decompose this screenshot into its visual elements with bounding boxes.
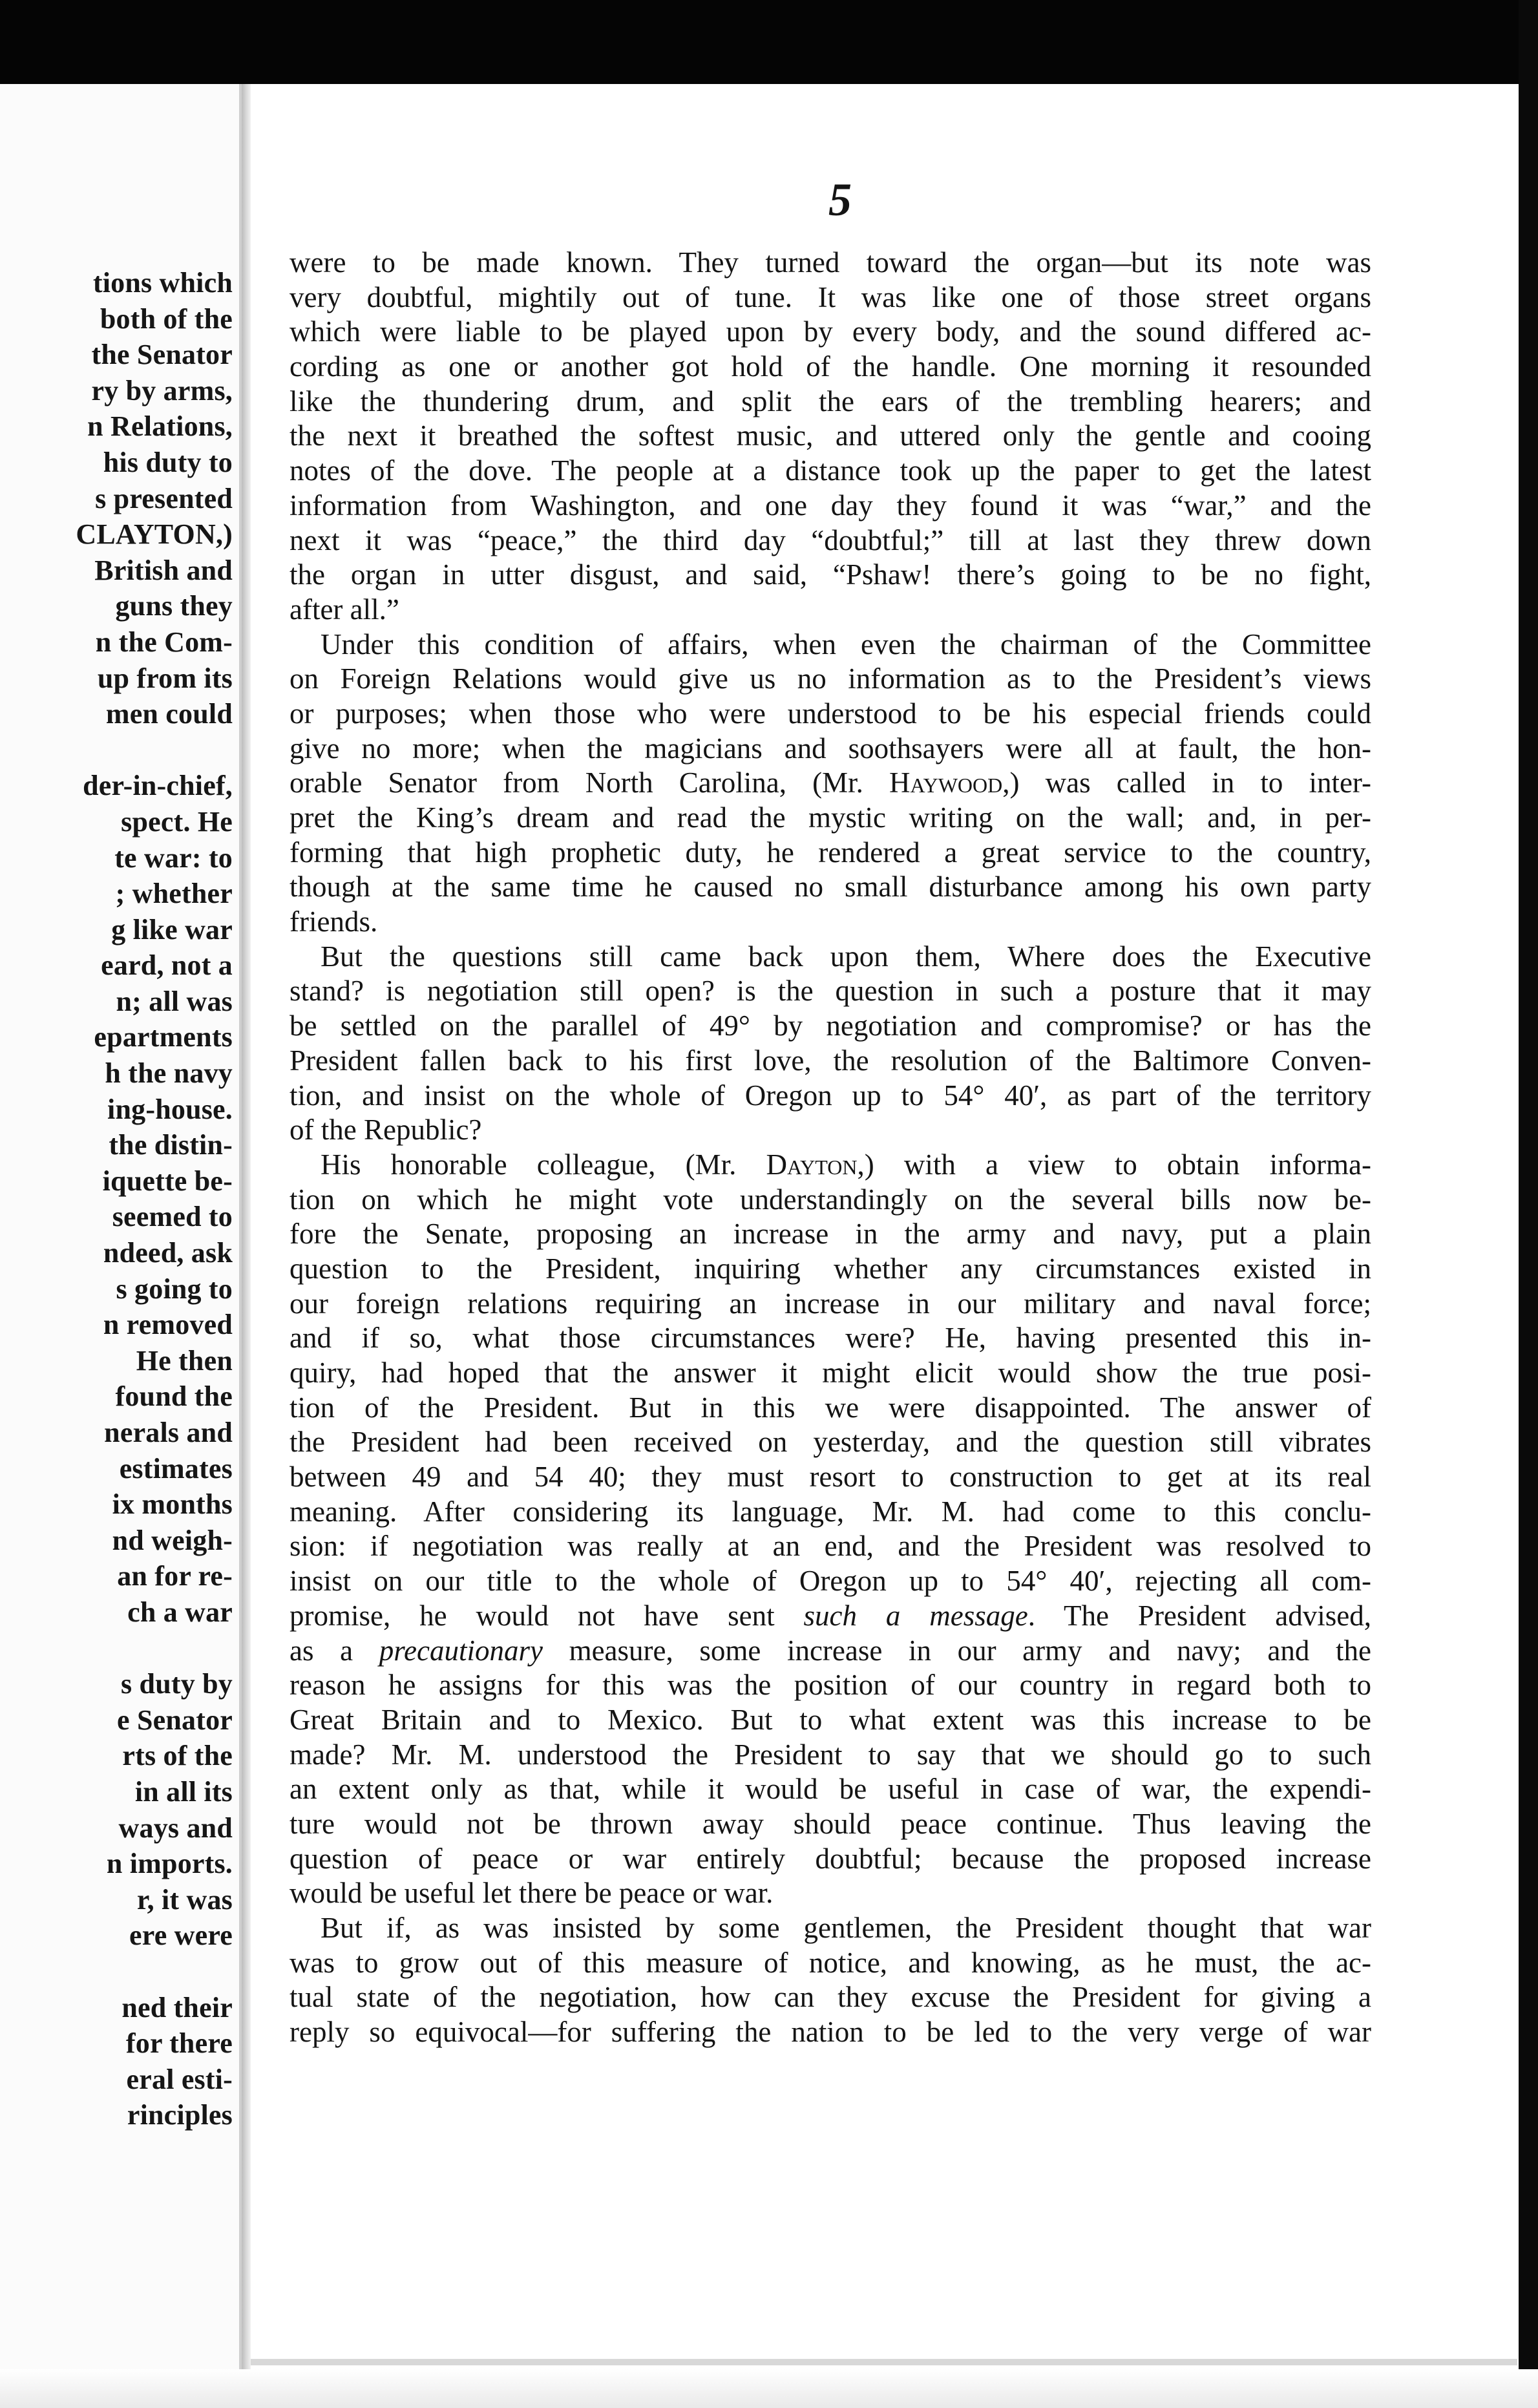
text-line: tion on which he might vote understandingly on the several bills now be-	[290, 1183, 1371, 1216]
facing-page-line: estimates	[119, 1452, 233, 1484]
facing-page-line: eral esti-	[126, 2063, 233, 2095]
text-line: next it was “peace,” the third day “doubtful;” till at last they threw down	[290, 523, 1371, 556]
text-line: fore the Senate, proposing an increase in the army and navy, put a plain	[290, 1218, 1371, 1251]
text-line	[290, 1634, 1371, 1669]
italic-phrase: such a message	[803, 1599, 1028, 1632]
facing-page-line: nerals and	[104, 1417, 233, 1448]
facing-page-line: both of the	[100, 302, 233, 335]
scan-top-border	[0, 0, 1538, 84]
main-text-block	[290, 246, 1371, 2050]
facing-page-line: n Relations,	[87, 410, 233, 443]
text-line: made? Mr. M. understood the President to say that we should go to such	[290, 1738, 1371, 1771]
text-line: reply so equivocal—for suffering the nation to be led to the very verge of war	[290, 2016, 1371, 2049]
facing-page-line: in all its	[134, 1775, 233, 1808]
text-line: ture would not be thrown away should peace continue. Thus leaving the	[290, 1807, 1371, 1840]
facing-page-line: ix months	[112, 1488, 233, 1521]
text-line: the next it breathed the softest music, and uttered only the gentle and cooing	[290, 419, 1371, 452]
text-line: quiry, had hoped that the answer it might elicit would show the true posi-	[290, 1357, 1371, 1389]
text-line: question to the President, inquiring whether any circumstances existed in	[290, 1252, 1371, 1285]
facing-page-line: an for re-	[117, 1560, 233, 1592]
text-line: question of peace or war entirely doubtful; because the proposed increase	[290, 1842, 1371, 1875]
facing-page-line: e Senator	[117, 1704, 233, 1736]
text-line: tual state of the negotiation, how can they excuse the President for giving a	[290, 1981, 1371, 2014]
text-run: promise, he would not have sent	[290, 1599, 804, 1632]
text-line: give no more; when the magicians and soothsayers were all at fault, the hon-	[290, 732, 1371, 765]
text-run: as a	[290, 1634, 379, 1667]
facing-page-line: nd weigh-	[112, 1524, 233, 1556]
text-run: ,) with a view to obtain informa-	[857, 1148, 1371, 1181]
facing-page-line: s going to	[116, 1273, 233, 1305]
facing-page-line: n imports.	[106, 1848, 233, 1880]
text-line: information from Washington, and one day they found it was “war,” and the	[290, 489, 1371, 522]
facing-page-line: for there	[125, 2027, 233, 2060]
text-line: tion of the President. But in this we were disappointed. The answer of	[290, 1391, 1371, 1424]
facing-page-line: n the Com-	[95, 626, 233, 658]
facing-page-line: ned their	[121, 1991, 233, 2023]
facing-page-line: ; whether	[115, 878, 233, 910]
facing-page-line: epartments	[94, 1021, 233, 1053]
paragraph-start-line: But if, as was insisted by some gentlemen, the President thought that war	[321, 1912, 1371, 1944]
book-gutter	[242, 84, 251, 2408]
text-line: between 49 and 54 40; they must resort to construction to get at its real	[290, 1461, 1371, 1494]
text-line	[290, 1599, 1371, 1634]
text-line: Great Britain and to Mexico. But to what extent was this increase to be	[290, 1703, 1371, 1736]
text-line: insist on our title to the whole of Oregon up to 54° 40′, rejecting all com-	[290, 1565, 1371, 1598]
paragraph-start-line	[290, 1148, 1371, 1183]
paragraph-start-line: Under this condition of affairs, when even the chairman of the Committee	[321, 628, 1371, 660]
facing-page-line: n; all was	[116, 985, 233, 1017]
facing-page-line: ndeed, ask	[103, 1237, 233, 1269]
facing-page-line: rts of the	[122, 1740, 233, 1772]
facing-page-line: s duty by	[121, 1668, 233, 1700]
facing-page-line: g like war	[111, 913, 233, 945]
text-line: on Foreign Relations would give us no information as to the President’s views	[290, 662, 1371, 695]
facing-page-line: eard, not a	[101, 949, 233, 982]
text-line: sion: if negotiation was really at an end, and the President was resolved to	[290, 1530, 1371, 1563]
facing-page-line	[0, 1954, 233, 1990]
facing-page-line: seemed to	[112, 1201, 233, 1233]
facing-page-line: British and	[94, 554, 233, 586]
page-bottom-edge	[251, 2359, 1517, 2365]
text-line: was to grow out of this measure of notice, and knowing, as he must, the ac-	[290, 1946, 1371, 1979]
scan-bottom-shade	[0, 2369, 1538, 2408]
paragraph-start-line: But the questions still came back upon them, Where does the Executive	[321, 940, 1371, 973]
text-run: His honorable colleague, (Mr.	[321, 1148, 766, 1181]
text-line	[290, 766, 1371, 801]
text-line: be settled on the parallel of 49° by negotiation and compromise? or has the	[290, 1009, 1371, 1042]
scan-right-border	[1519, 0, 1538, 2408]
facing-page-text	[0, 265, 233, 2133]
text-line: our foreign relations requiring an increase in our military and naval force;	[290, 1287, 1371, 1320]
facing-page-line: rinciples	[127, 2099, 233, 2131]
text-line: pret the King’s dream and read the mystic writing on the wall; and, in per-	[290, 801, 1371, 834]
facing-page-line: ere were	[129, 1919, 233, 1952]
text-line: notes of the dove. The people at a distance took up the paper to get the latest	[290, 454, 1371, 487]
text-line: tion, and insist on the whole of Oregon up to 54° 40′, as part of the territory	[290, 1079, 1371, 1112]
facing-page-line: der-in-chief,	[83, 770, 233, 802]
facing-page-line: ing-house.	[107, 1093, 233, 1125]
text-run: orable Senator from North Carolina, (Mr.	[290, 766, 889, 799]
facing-page-line: n removed	[103, 1309, 233, 1341]
text-line: the President had been received on yesterday, and the question still vibrates	[290, 1426, 1371, 1459]
text-line: which were liable to be played upon by every body, and the sound differed ac-	[290, 315, 1371, 348]
text-line: forming that high prophetic duty, he rendered a great service to the country,	[290, 836, 1371, 869]
senator-name: Dayton	[766, 1148, 858, 1181]
facing-page-line: h the navy	[105, 1057, 233, 1090]
facing-page-line: his duty to	[103, 446, 233, 478]
text-line: reason he assigns for this was the position of our country in regard both to	[290, 1669, 1371, 1702]
facing-page-line	[0, 1631, 233, 1667]
facing-page-line: te war: to	[114, 841, 233, 874]
text-line: meaning. After considering its language, Mr. M. had come to this conclu-	[290, 1495, 1371, 1528]
facing-page-line: men could	[105, 698, 233, 730]
facing-page-line: found the	[115, 1380, 233, 1413]
text-line: and if so, what those circumstances were? He, having presented this in-	[290, 1322, 1371, 1355]
facing-page-line: ways and	[118, 1811, 233, 1844]
text-run: measure, some increase in our army and navy; and the	[542, 1634, 1371, 1667]
text-run: . The President advised,	[1027, 1599, 1371, 1632]
facing-page-line: the distin-	[109, 1129, 233, 1161]
text-line: or purposes; when those who were understood to be his especial friends could	[290, 697, 1371, 730]
facing-page-line: ry by arms,	[91, 374, 233, 407]
text-line: very doubtful, mightily out of tune. It was like one of those street organs	[290, 280, 1371, 313]
italic-phrase: precautionary	[379, 1634, 543, 1667]
facing-page-line: the Senator	[91, 339, 233, 371]
text-line: friends.	[290, 905, 378, 938]
facing-page-line	[0, 732, 233, 768]
page-number: 5	[828, 174, 852, 226]
text-line: the organ in utter disgust, and said, “Pshaw! there’s going to be no fight,	[290, 558, 1371, 591]
facing-page-line: up from its	[97, 662, 233, 694]
text-line: of the Republic?	[290, 1114, 482, 1146]
text-line: would be useful let there be peace or war.	[290, 1877, 774, 1910]
text-line: cording as one or another got hold of the handle. One morning it resounded	[290, 350, 1371, 383]
text-line: like the thundering drum, and split the ears of the trembling hearers; and	[290, 385, 1371, 417]
facing-page-line: guns they	[115, 590, 233, 622]
text-line: an extent only as that, while it would be useful in case of war, the expendi-	[290, 1773, 1371, 1806]
text-line: were to be made known. They turned toward the organ—but its note was	[290, 246, 1371, 279]
facing-page-line: CLAYTON,)	[76, 518, 233, 551]
text-line: after all.”	[290, 593, 399, 626]
facing-page-line: tions which	[92, 267, 233, 299]
facing-page-fragment	[0, 84, 242, 2408]
text-line: President fallen back to his first love, the resolution of the Baltimore Conven-	[290, 1044, 1371, 1077]
facing-page-line: spect. He	[121, 805, 233, 838]
facing-page-line: r, it was	[136, 1883, 233, 1916]
facing-page-line: He then	[136, 1344, 233, 1377]
text-run: ,) was called in to inter-	[1002, 766, 1371, 799]
text-line: stand? is negotiation still open? is the question in such a posture that it may	[290, 975, 1371, 1008]
facing-page-line: ch a war	[127, 1596, 233, 1628]
facing-page-line: iquette be-	[102, 1165, 233, 1197]
text-line: though at the same time he caused no small disturbance among his own party	[290, 871, 1371, 903]
senator-name: Haywood	[889, 766, 1003, 799]
facing-page-line: s presented	[95, 482, 233, 514]
